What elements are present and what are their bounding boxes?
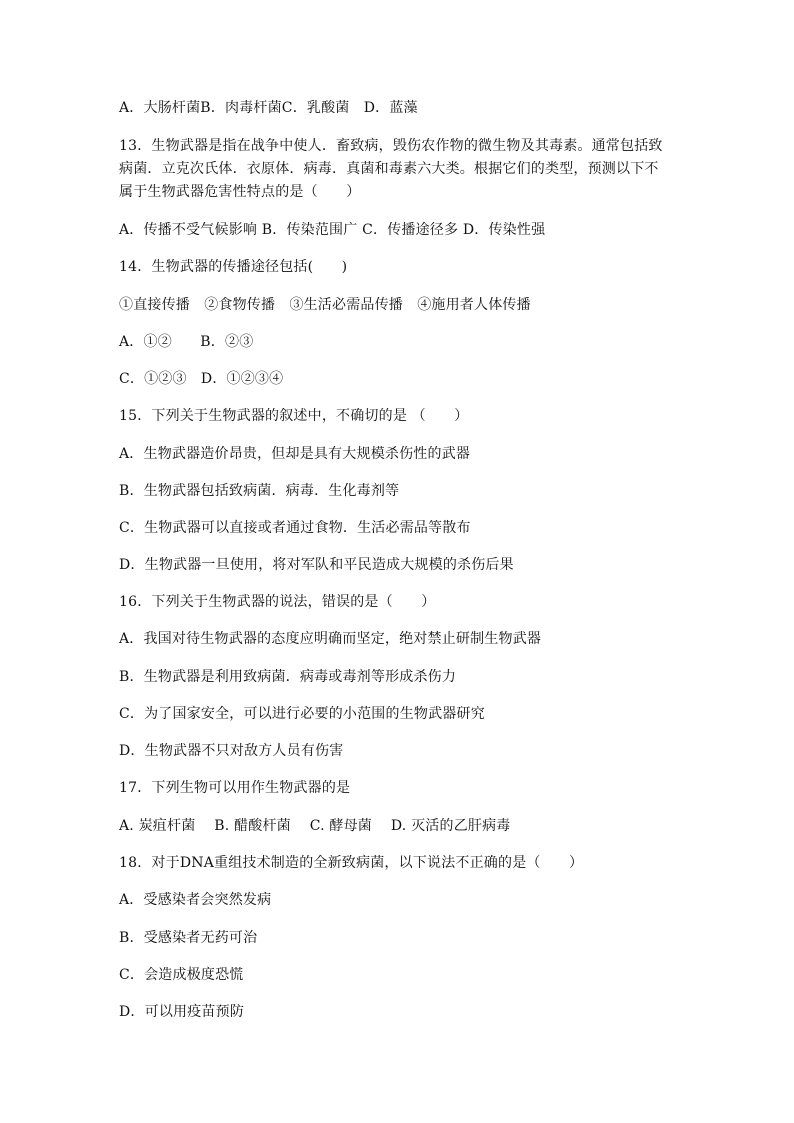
q17-options: A. 炭疽杆菌 B. 醋酸杆菌 C. 酵母菌 D. 灭活的乙肝病毒	[119, 818, 511, 834]
q16-option-c: C．为了国家安全，可以进行必要的小范围的生物武器研究	[119, 706, 485, 722]
q13-stem-line-3: 属于生物武器危害性特点的是（ ）	[119, 184, 361, 200]
q14-options-cd: C．①②③ D．①②③④	[119, 371, 284, 387]
q18-option-c: C．会造成极度恐慌	[119, 967, 244, 983]
q13-stem-line-1: 13．生物武器是指在战争中使人．畜致病，毁伤农作物的微生物及其毒素。通常包括致	[119, 138, 663, 154]
q18-stem: 18．对于DNA重组技术制造的全新致病菌，以下说法不正确的是（ ）	[119, 855, 584, 871]
q15-option-d: D．生物武器一旦使用，将对军队和平民造成大规模的杀伤后果	[119, 557, 514, 573]
q14-stem: 14．生物武器的传播途径包括( )	[119, 259, 348, 275]
q14-options-ab: A．①② B．②③	[119, 334, 254, 350]
q16-stem: 16．下列关于生物武器的说法，错误的是（ ）	[119, 594, 436, 610]
q18-option-d: D．可以用疫苗预防	[119, 1004, 245, 1020]
q15-option-b: B．生物武器包括致病菌．病毒．生化毒剂等	[119, 483, 400, 499]
q15-option-c: C．生物武器可以直接或者通过食物．生活必需品等散布	[119, 520, 471, 536]
q12-options: A．大肠杆菌B．肉毒杆菌C．乳酸菌 D．蓝藻	[119, 100, 418, 116]
q16-option-b: B．生物武器是利用致病菌．病毒或毒剂等形成杀伤力	[119, 669, 457, 685]
q15-option-a: A．生物武器造价昂贵，但却是具有大规模杀伤性的武器	[119, 446, 471, 462]
q16-option-a: A．我国对待生物武器的态度应明确而坚定，绝对禁止研制生物武器	[119, 631, 542, 647]
q13-options: A．传播不受气候影响 B．传染范围广 C．传播途径多 D．传染性强	[119, 222, 546, 238]
q15-stem: 15．下列关于生物武器的叙述中，不确切的是 （ ）	[119, 408, 469, 424]
q14-items: ①直接传播 ②食物传播 ③生活必需品传播 ④施用者人体传播	[119, 297, 531, 313]
q16-option-d: D．生物武器不只对敌方人员有伤害	[119, 743, 344, 759]
q17-stem: 17．下列生物可以用作生物武器的是	[119, 780, 351, 796]
q18-option-b: B．受感染者无药可治	[119, 930, 258, 946]
q13-stem-line-2: 病菌．立克次氏体．衣原体．病毒．真菌和毒素六大类。根据它们的类型，预测以下不	[119, 161, 659, 177]
q18-option-a: A．受感染者会突然发病	[119, 892, 272, 908]
